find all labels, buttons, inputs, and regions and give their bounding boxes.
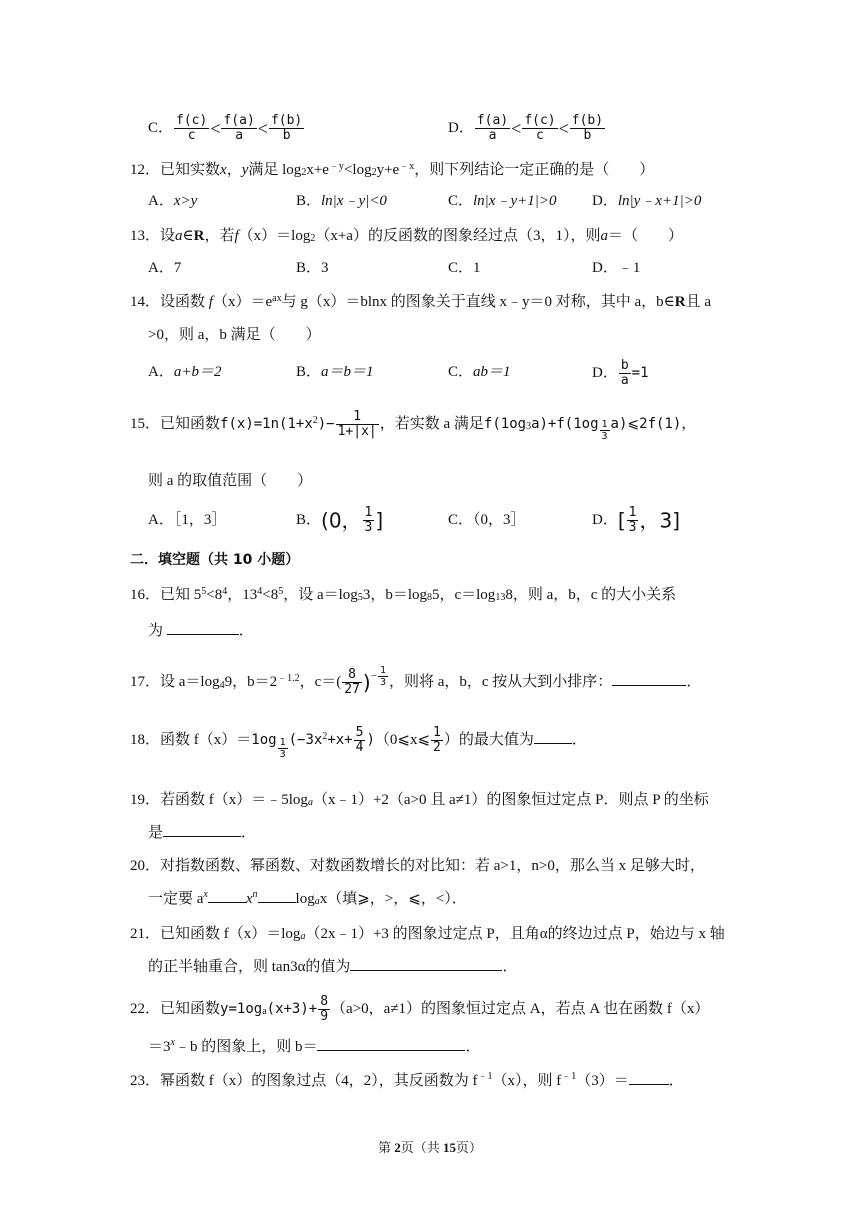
answer-blank[interactable] bbox=[258, 888, 296, 903]
q15-option-b: B．(0， $\frac{1}{3}$ ] bbox=[296, 505, 384, 536]
answer-blank[interactable] bbox=[612, 671, 686, 686]
q13-stem: 13．设a∈R，若$f(x)=\log_2(x+a)$的反函数的图象经过点（3，1），则a＝（ ） bbox=[130, 228, 683, 244]
fraction: $\frac{f(b)}{b}$ bbox=[270, 113, 303, 144]
fraction: $\frac{f(c)}{c}$ bbox=[524, 113, 556, 144]
q16-stem-line2: 为 ． bbox=[148, 620, 254, 641]
question-number: 13． bbox=[130, 228, 161, 244]
page-footer: 第 2页（共 15页） bbox=[377, 1140, 483, 1155]
fraction: $\frac{f(a)}{a}$ bbox=[223, 113, 255, 144]
question-number: 17． bbox=[130, 674, 161, 690]
question-number: 15． bbox=[130, 416, 161, 432]
q14-option-b: B．a＝b＝1 bbox=[296, 364, 374, 380]
fraction: $\frac{f(a)}{a}$ bbox=[476, 113, 509, 144]
question-number: 23． bbox=[130, 1073, 161, 1089]
q15-option-d: D．[ $\frac{1}{3}$ ，3] bbox=[592, 505, 681, 536]
q13-option-d: D．﹣1 bbox=[592, 260, 641, 276]
fraction: $\frac{f(c)}{c}$ bbox=[176, 113, 208, 144]
fraction: $\frac{5}{4}$ bbox=[355, 725, 364, 756]
q14-stem-line2: >0，则 a，b 满足（ ） bbox=[148, 327, 321, 343]
q12-option-d: D．ln|y﹣x+1|>0 bbox=[592, 193, 702, 209]
q14-option-c: C．ab＝1 bbox=[448, 364, 511, 380]
q14-option-a: A．a+b＝2 bbox=[148, 364, 222, 380]
q15-stem-line2: 则 a 的取值范围（ ） bbox=[148, 473, 313, 489]
q15-stem-line1: 15．已知函数$f(x)=1n(1+x^2)-$ $\frac{1}{1+|x|}$ ，若实数 a 满足$f(1og_3a)+f(1og$ $\frac{1}{3}$ a)⩽2f(1)， bbox=[130, 409, 697, 442]
fraction: $\frac{1}{2}$ bbox=[433, 725, 441, 756]
log-base-fraction: $\frac{1}{3}$ bbox=[601, 419, 608, 442]
q18-stem: 18．函数 f（x）＝1og $\frac{1}{3}$ ($-3x^2+x+$ $\frac{5}{4}$ )（0⩽x⩽ $\frac{1}{2}$ ）的最大值为 ． bbox=[130, 725, 587, 760]
exponent-fraction: $\frac{1}{3}$ bbox=[379, 664, 386, 688]
q15-option-a: A．［1，3］ bbox=[148, 512, 227, 528]
q16-stem-line1: 16．已知 $5^5<8^4$，$13^4<8^5$，设 $a=\log_53$，$b=\log_85$，$c=\log_{13}8$，则 a，b，c 的大小关系 bbox=[130, 586, 677, 603]
question-number: 16． bbox=[130, 587, 161, 603]
question-number: 21． bbox=[130, 926, 161, 942]
question-number: 18． bbox=[130, 732, 161, 748]
q22-stem-line2: $=3^x﹣b$ 的图象上，则 b＝ ． bbox=[148, 1037, 481, 1055]
q15-option-c: C．（0，3］ bbox=[448, 512, 526, 528]
q11-option-c: C． $\frac{f(c)}{c}$ < $\frac{f(a)}{a}$ < $\frac{f(b)}{b}$ bbox=[148, 113, 303, 144]
q12-option-b: B．ln|x﹣y|<0 bbox=[296, 193, 387, 209]
answer-blank[interactable] bbox=[350, 956, 502, 971]
q14-stem-line1: 14．设函数 $f(x)=e^{ax}$与 g（x）＝blnx 的图象关于直线 x﹣y＝0 对称，其中 a，b∈R且 a bbox=[130, 293, 712, 310]
question-number: 12． bbox=[130, 162, 161, 178]
q13-option-b: B．3 bbox=[296, 260, 329, 276]
q12-option-a: A．x>y bbox=[148, 193, 198, 209]
answer-blank[interactable] bbox=[317, 1036, 465, 1051]
q21-stem-line1: 21．已知函数 $f(x)=\log_a(2x﹣1)+3$ 的图象过定点 P，且角α的终边过点 P，始边与 x 轴 bbox=[130, 926, 725, 942]
q22-stem-line1: 22．已知函数$y=1og_a(x+3)+$ $\frac{8}{9}$ （a>0，a≠1）的图象恒过定点 A，若点 A 也在函数 f（x） bbox=[130, 994, 710, 1025]
total-pages: 15 bbox=[443, 1140, 456, 1155]
page-number: 2 bbox=[394, 1140, 401, 1155]
q21-stem-line2: 的正半轴重合，则 tan3α的值为 ． bbox=[148, 956, 517, 977]
fraction: $\frac{1}{3}$ bbox=[628, 505, 637, 536]
fraction: $\frac{1}{3}$ bbox=[364, 505, 373, 536]
answer-blank[interactable] bbox=[208, 888, 246, 903]
q20-stem-line2: 一定要 $a^x$ $x^n$ $\log_ax$（填⩾，>，⩽，<）． bbox=[148, 889, 467, 907]
question-number: 19． bbox=[130, 792, 161, 808]
fraction: $\frac{8}{27}$ bbox=[344, 667, 360, 698]
q23-stem: 23．幂函数 f（x）的图象过点（4，2），其反函数为 $f^{﹣1}(x)$，则 $f^{﹣1}(3)=$ ． bbox=[130, 1071, 684, 1089]
q19-stem-line1: 19．若函数 $f(x)=﹣5\log_a(x﹣1)+2(a>0$ 且 a≠1）的图象恒过定点 P．则点 P 的坐标 bbox=[130, 792, 709, 808]
q19-stem-line2: 是 ． bbox=[148, 822, 256, 843]
option-label: D． bbox=[448, 120, 474, 136]
q13-option-c: C．1 bbox=[448, 260, 481, 276]
question-number: 20． bbox=[130, 858, 161, 874]
fraction: $\frac{1}{1+|x|}$ bbox=[337, 409, 377, 440]
q13-option-a: A．7 bbox=[148, 260, 182, 276]
q12-option-c: C．ln|x﹣y+1|>0 bbox=[448, 193, 557, 209]
section-heading: 二．填空题（共 10 小题） bbox=[130, 552, 300, 568]
q12-stem: 12．已知实数x，y满足 $\log_2x+e^{﹣y}<\log_2y+e^{﹣x}$，则下列结论一定正确的是（ ） bbox=[130, 161, 655, 178]
answer-blank[interactable] bbox=[629, 1070, 669, 1085]
fraction: $\frac{b}{a}$ bbox=[620, 358, 629, 389]
fraction: $\frac{f(b)}{b}$ bbox=[571, 113, 604, 144]
q11-option-d: D． $\frac{f(a)}{a}$ < $\frac{f(c)}{c}$ < $\frac{f(b)}{b}$ bbox=[448, 113, 604, 144]
answer-blank[interactable] bbox=[534, 729, 572, 744]
fraction: $\frac{8}{9}$ bbox=[320, 994, 329, 1025]
q17-stem: 17．设 $a=\log_49$，$b=2^{﹣1.2}$，c＝( $\frac{8}{27}$ )− $\frac{1}{3}$ ，则将 a，b，c 按从大到小排序： ． bbox=[130, 664, 702, 698]
answer-blank[interactable] bbox=[167, 620, 239, 635]
option-label: C． bbox=[148, 120, 174, 136]
question-number: 14． bbox=[130, 294, 161, 310]
q20-stem-line1: 20．对指数函数、幂函数、对数函数增长的对比知：若 a>1，n>0，那么当 x 足够大时， bbox=[130, 858, 705, 874]
answer-blank[interactable] bbox=[163, 822, 241, 837]
question-number: 22． bbox=[130, 1001, 161, 1017]
q14-option-d: D． $\frac{b}{a}$ =1 bbox=[592, 358, 649, 389]
log-base-fraction: $\frac{1}{3}$ bbox=[279, 737, 286, 760]
